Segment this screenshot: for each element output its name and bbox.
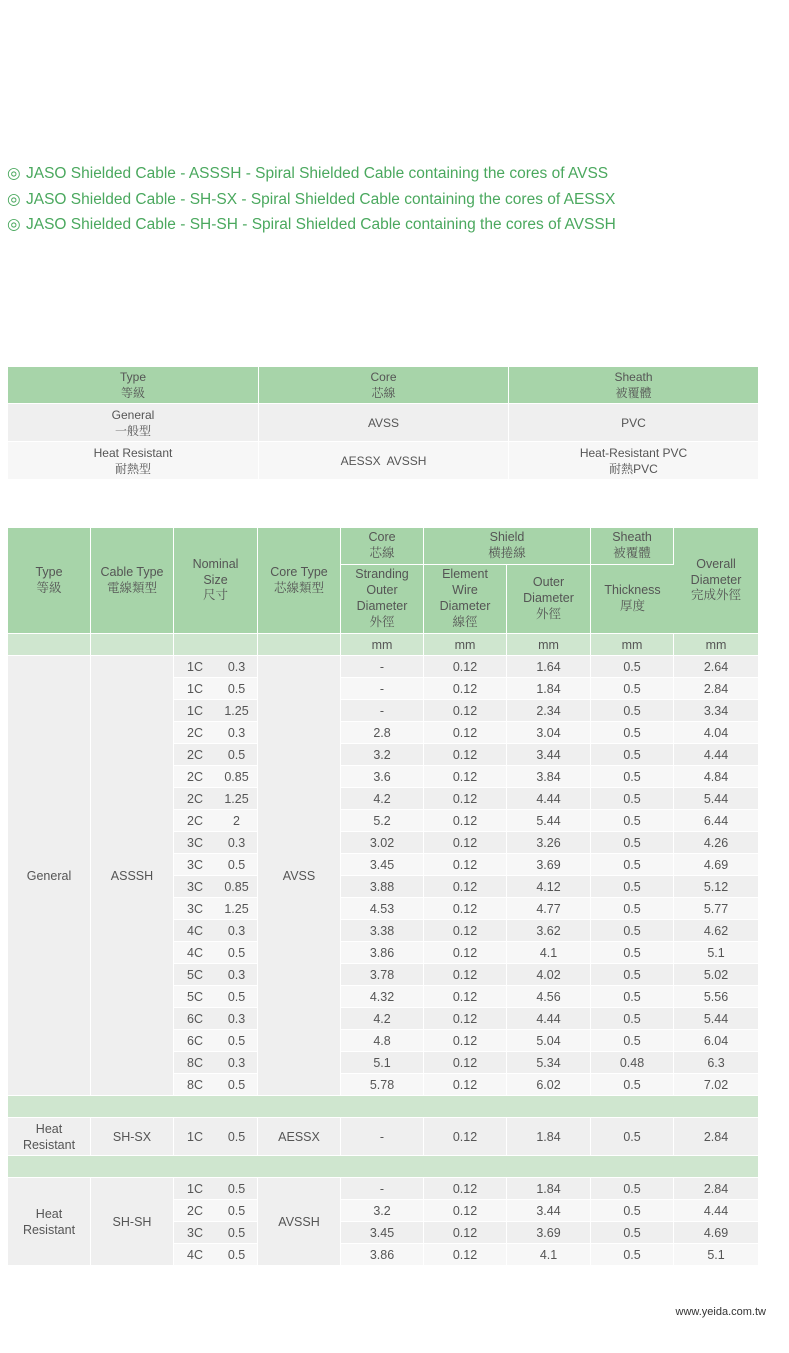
- element-wire-diameter-cell: 0.12: [424, 1178, 507, 1200]
- element-wire-diameter-cell: 0.12: [424, 1052, 507, 1074]
- sheath-thickness-cell: 0.5: [591, 810, 674, 832]
- element-wire-diameter-cell: 0.12: [424, 1222, 507, 1244]
- stranding-diameter-cell: -: [341, 1118, 424, 1156]
- units-row: [8, 634, 758, 656]
- overall-diameter-cell: 2.84: [674, 1178, 758, 1200]
- shield-outer-diameter-cell: 2.34: [507, 700, 591, 722]
- type-summary-table: [8, 367, 758, 480]
- element-wire-diameter-cell: 0.12: [424, 1200, 507, 1222]
- size-cell: 2: [216, 810, 258, 832]
- core-count-cell: 8C: [174, 1074, 216, 1096]
- size-cell: 0.5: [216, 1244, 258, 1266]
- header-cable-type: Cable Type 電線類型: [91, 528, 174, 634]
- shield-outer-diameter-cell: 6.02: [507, 1074, 591, 1096]
- core-count-cell: 8C: [174, 1052, 216, 1074]
- overall-diameter-cell: 2.84: [674, 1118, 758, 1156]
- size-cell: 0.3: [216, 920, 258, 942]
- sheath-thickness-cell: 0.5: [591, 1118, 674, 1156]
- stranding-diameter-cell: 3.6: [341, 766, 424, 788]
- shield-outer-diameter-cell: 4.02: [507, 964, 591, 986]
- type-general: General: [8, 656, 91, 1096]
- overall-diameter-cell: 4.26: [674, 832, 758, 854]
- sheath-thickness-cell: 0.5: [591, 788, 674, 810]
- sheath-thickness-cell: 0.5: [591, 700, 674, 722]
- type-heat-resistant: Heat Resistant: [8, 1178, 91, 1266]
- core-count-cell: 4C: [174, 1244, 216, 1266]
- element-wire-diameter-cell: 0.12: [424, 766, 507, 788]
- stranding-diameter-cell: -: [341, 1178, 424, 1200]
- core-count-cell: 3C: [174, 898, 216, 920]
- core-count-cell: 5C: [174, 964, 216, 986]
- stranding-diameter-cell: -: [341, 678, 424, 700]
- shield-outer-diameter-cell: 3.69: [507, 1222, 591, 1244]
- overall-diameter-cell: 4.44: [674, 744, 758, 766]
- overall-diameter-cell: 5.12: [674, 876, 758, 898]
- stranding-diameter-cell: 4.2: [341, 788, 424, 810]
- overall-diameter-cell: 5.1: [674, 942, 758, 964]
- stranding-diameter-cell: -: [341, 700, 424, 722]
- core-type-avssh: AVSSH: [258, 1178, 341, 1266]
- sheath-thickness-cell: 0.5: [591, 964, 674, 986]
- element-wire-diameter-cell: 0.12: [424, 656, 507, 678]
- sheath-thickness-cell: 0.5: [591, 1030, 674, 1052]
- shield-outer-diameter-cell: 4.77: [507, 898, 591, 920]
- stranding-diameter-cell: 3.2: [341, 744, 424, 766]
- shield-outer-diameter-cell: 5.34: [507, 1052, 591, 1074]
- sheath-thickness-cell: 0.5: [591, 986, 674, 1008]
- shield-outer-diameter-cell: 1.84: [507, 1178, 591, 1200]
- stranding-diameter-cell: 3.78: [341, 964, 424, 986]
- overall-diameter-cell: 2.84: [674, 678, 758, 700]
- core-count-cell: 6C: [174, 1008, 216, 1030]
- shield-outer-diameter-cell: 3.04: [507, 722, 591, 744]
- shield-outer-diameter-cell: 5.44: [507, 810, 591, 832]
- element-wire-diameter-cell: 0.12: [424, 986, 507, 1008]
- core-count-cell: 3C: [174, 854, 216, 876]
- double-circle-bullet-icon: ◎: [7, 165, 21, 182]
- overall-diameter-cell: 6.04: [674, 1030, 758, 1052]
- unit-cell: mm: [674, 634, 758, 656]
- core-count-cell: 3C: [174, 876, 216, 898]
- size-cell: 1.25: [216, 700, 258, 722]
- table-row: [8, 1178, 758, 1200]
- size-cell: 0.5: [216, 1222, 258, 1244]
- element-wire-diameter-cell: 0.12: [424, 920, 507, 942]
- table-row: General 一般型 AVSS PVC: [8, 404, 758, 442]
- overall-diameter-cell: 5.44: [674, 788, 758, 810]
- double-circle-bullet-icon: ◎: [7, 190, 21, 208]
- element-wire-diameter-cell: 0.12: [424, 722, 507, 744]
- overall-diameter-cell: 3.34: [674, 700, 758, 722]
- sheath-thickness-cell: 0.5: [591, 1244, 674, 1266]
- overall-diameter-cell: 4.62: [674, 920, 758, 942]
- shield-outer-diameter-cell: 1.84: [507, 1118, 591, 1156]
- size-cell: 0.5: [216, 1074, 258, 1096]
- shield-outer-diameter-cell: 4.56: [507, 986, 591, 1008]
- shield-outer-diameter-cell: 4.1: [507, 1244, 591, 1266]
- header-shield-outer-diameter: Outer Diameter 外徑: [507, 565, 591, 634]
- shield-outer-diameter-cell: 3.44: [507, 1200, 591, 1222]
- stranding-diameter-cell: 3.45: [341, 1222, 424, 1244]
- header-overall-diameter: Overall Diameter 完成外徑: [674, 528, 758, 634]
- element-wire-diameter-cell: 0.12: [424, 1008, 507, 1030]
- shield-outer-diameter-cell: 4.12: [507, 876, 591, 898]
- overall-diameter-cell: 7.02: [674, 1074, 758, 1096]
- size-cell: 1.25: [216, 788, 258, 810]
- stranding-diameter-cell: 3.45: [341, 854, 424, 876]
- element-wire-diameter-cell: 0.12: [424, 854, 507, 876]
- size-cell: 0.3: [216, 722, 258, 744]
- shield-outer-diameter-cell: 4.1: [507, 942, 591, 964]
- shield-outer-diameter-cell: 1.84: [507, 678, 591, 700]
- unit-cell: mm: [341, 634, 424, 656]
- core-count-cell: 4C: [174, 942, 216, 964]
- header-type: Type 等級: [8, 367, 259, 404]
- table-header-row: [8, 367, 758, 404]
- sheath-thickness-cell: 0.5: [591, 854, 674, 876]
- overall-diameter-cell: 4.69: [674, 1222, 758, 1244]
- core-count-cell: 2C: [174, 788, 216, 810]
- header-core: Core 芯線: [341, 528, 424, 565]
- header-element-wire-diameter: Element Wire Diameter 線徑: [424, 565, 507, 634]
- cable-type-assssh: ASSSH: [91, 656, 174, 1096]
- overall-diameter-cell: 5.44: [674, 1008, 758, 1030]
- core-count-cell: 2C: [174, 766, 216, 788]
- core-count-cell: 2C: [174, 810, 216, 832]
- overall-diameter-cell: 5.1: [674, 1244, 758, 1266]
- heading-sh-sh: ◎ JASO Shielded Cable - SH-SH - Spiral Shielded Cable containing the cores of AVSSH: [7, 214, 616, 240]
- stranding-diameter-cell: 3.2: [341, 1200, 424, 1222]
- overall-diameter-cell: 4.04: [674, 722, 758, 744]
- overall-diameter-cell: 4.69: [674, 854, 758, 876]
- element-wire-diameter-cell: 0.12: [424, 942, 507, 964]
- header-sheath: Sheath 被覆體: [591, 528, 674, 565]
- size-cell: 0.3: [216, 1052, 258, 1074]
- shield-outer-diameter-cell: 3.62: [507, 920, 591, 942]
- stranding-diameter-cell: 4.2: [341, 1008, 424, 1030]
- header-core-type: Core Type 芯線類型: [258, 528, 341, 634]
- stranding-diameter-cell: 5.2: [341, 810, 424, 832]
- header-type: Type 等級: [8, 528, 91, 634]
- element-wire-diameter-cell: 0.12: [424, 788, 507, 810]
- element-wire-diameter-cell: 0.12: [424, 744, 507, 766]
- sheath-thickness-cell: 0.48: [591, 1052, 674, 1074]
- sheath-thickness-cell: 0.5: [591, 656, 674, 678]
- core-count-cell: 1C: [174, 656, 216, 678]
- overall-diameter-cell: 5.02: [674, 964, 758, 986]
- element-wire-diameter-cell: 0.12: [424, 1244, 507, 1266]
- element-wire-diameter-cell: 0.12: [424, 1074, 507, 1096]
- sheath-thickness-cell: 0.5: [591, 1178, 674, 1200]
- overall-diameter-cell: 4.44: [674, 1200, 758, 1222]
- size-cell: 0.5: [216, 678, 258, 700]
- sheath-thickness-cell: 0.5: [591, 744, 674, 766]
- sheath-thickness-cell: 0.5: [591, 1222, 674, 1244]
- element-wire-diameter-cell: 0.12: [424, 832, 507, 854]
- unit-cell: mm: [507, 634, 591, 656]
- cable-type-sh-sh: SH-SH: [91, 1178, 174, 1266]
- stranding-diameter-cell: 3.88: [341, 876, 424, 898]
- size-cell: 0.3: [216, 656, 258, 678]
- shield-outer-diameter-cell: 3.44: [507, 744, 591, 766]
- unit-cell: mm: [424, 634, 507, 656]
- core-count-cell: 1C: [174, 700, 216, 722]
- element-wire-diameter-cell: 0.12: [424, 964, 507, 986]
- element-wire-diameter-cell: 0.12: [424, 700, 507, 722]
- core-count-cell: 2C: [174, 1200, 216, 1222]
- header-nominal-size: Nominal Size 尺寸: [174, 528, 258, 634]
- separator-row: [8, 1156, 758, 1178]
- core-type-aessx: AESSX: [258, 1118, 341, 1156]
- element-wire-diameter-cell: 0.12: [424, 678, 507, 700]
- website-footer: www.yeida.com.tw: [675, 1306, 766, 1318]
- sheath-thickness-cell: 0.5: [591, 722, 674, 744]
- header-stranding-outer-diameter: Stranding Outer Diameter 外徑: [341, 565, 424, 634]
- core-count-cell: 1C: [174, 1178, 216, 1200]
- shield-outer-diameter-cell: 4.44: [507, 788, 591, 810]
- heading-sh-sx: ◎ JASO Shielded Cable - SH-SX - Spiral Shielded Cable containing the cores of AESSX: [7, 189, 616, 215]
- size-cell: 0.3: [216, 964, 258, 986]
- sheath-thickness-cell: 0.5: [591, 942, 674, 964]
- stranding-diameter-cell: 5.1: [341, 1052, 424, 1074]
- overall-diameter-cell: 2.64: [674, 656, 758, 678]
- core-count-cell: 1C: [174, 678, 216, 700]
- core-type-avss: AVSS: [258, 656, 341, 1096]
- overall-diameter-cell: 6.3: [674, 1052, 758, 1074]
- size-cell: 0.85: [216, 876, 258, 898]
- unit-cell: mm: [591, 634, 674, 656]
- sheath-thickness-cell: 0.5: [591, 1074, 674, 1096]
- sheath-thickness-cell: 0.5: [591, 766, 674, 788]
- stranding-diameter-cell: 3.86: [341, 942, 424, 964]
- size-cell: 0.5: [216, 854, 258, 876]
- stranding-diameter-cell: 3.38: [341, 920, 424, 942]
- stranding-diameter-cell: 4.8: [341, 1030, 424, 1052]
- table-row: [8, 1118, 758, 1156]
- core-count-cell: 4C: [174, 920, 216, 942]
- stranding-diameter-cell: 3.02: [341, 832, 424, 854]
- size-cell: 0.5: [216, 986, 258, 1008]
- element-wire-diameter-cell: 0.12: [424, 810, 507, 832]
- header-thickness: Thickness 厚度: [591, 565, 674, 634]
- shield-outer-diameter-cell: 5.04: [507, 1030, 591, 1052]
- size-cell: 0.5: [216, 744, 258, 766]
- overall-diameter-cell: 5.77: [674, 898, 758, 920]
- header-shield: Shield 横捲線: [424, 528, 591, 565]
- overall-diameter-cell: 4.84: [674, 766, 758, 788]
- shield-outer-diameter-cell: 3.69: [507, 854, 591, 876]
- type-heat-resistant: Heat Resistant: [8, 1118, 91, 1156]
- sheath-thickness-cell: 0.5: [591, 832, 674, 854]
- table-header-row: [8, 528, 758, 565]
- shield-outer-diameter-cell: 1.64: [507, 656, 591, 678]
- double-circle-bullet-icon: ◎: [7, 216, 21, 234]
- stranding-diameter-cell: 4.32: [341, 986, 424, 1008]
- stranding-diameter-cell: 5.78: [341, 1074, 424, 1096]
- element-wire-diameter-cell: 0.12: [424, 1030, 507, 1052]
- sheath-thickness-cell: 0.5: [591, 1008, 674, 1030]
- core-count-cell: 3C: [174, 832, 216, 854]
- size-cell: 1.25: [216, 898, 258, 920]
- header-sheath: Sheath 被覆體: [509, 367, 758, 404]
- stranding-diameter-cell: 2.8: [341, 722, 424, 744]
- size-cell: 0.5: [216, 1200, 258, 1222]
- heading-assssh: ◎ JASO Shielded Cable - ASSSH - Spiral Shielded Cable containing the cores of AVSS: [7, 163, 616, 189]
- size-cell: 0.5: [216, 1178, 258, 1200]
- size-cell: 0.85: [216, 766, 258, 788]
- element-wire-diameter-cell: 0.12: [424, 1118, 507, 1156]
- sheath-thickness-cell: 0.5: [591, 898, 674, 920]
- element-wire-diameter-cell: 0.12: [424, 898, 507, 920]
- cable-spec-table: [8, 528, 758, 1266]
- shield-outer-diameter-cell: 4.44: [507, 1008, 591, 1030]
- size-cell: 0.5: [216, 1118, 258, 1156]
- table-row: [8, 656, 758, 678]
- core-count-cell: 2C: [174, 744, 216, 766]
- table-row: Heat Resistant 耐熱型 AESSX AVSSH Heat-Resistant PVC 耐熱PVC: [8, 442, 758, 480]
- sheath-thickness-cell: 0.5: [591, 920, 674, 942]
- overall-diameter-cell: 6.44: [674, 810, 758, 832]
- section-headings: [7, 163, 616, 240]
- element-wire-diameter-cell: 0.12: [424, 876, 507, 898]
- core-count-cell: 6C: [174, 1030, 216, 1052]
- core-count-cell: 5C: [174, 986, 216, 1008]
- overall-diameter-cell: 5.56: [674, 986, 758, 1008]
- size-cell: 0.3: [216, 832, 258, 854]
- core-count-cell: 2C: [174, 722, 216, 744]
- sheath-thickness-cell: 0.5: [591, 1200, 674, 1222]
- sheath-thickness-cell: 0.5: [591, 678, 674, 700]
- size-cell: 0.5: [216, 942, 258, 964]
- stranding-diameter-cell: 4.53: [341, 898, 424, 920]
- size-cell: 0.5: [216, 1030, 258, 1052]
- cable-type-sh-sx: SH-SX: [91, 1118, 174, 1156]
- shield-outer-diameter-cell: 3.84: [507, 766, 591, 788]
- size-cell: 0.3: [216, 1008, 258, 1030]
- separator-row: [8, 1096, 758, 1118]
- core-count-cell: 1C: [174, 1118, 216, 1156]
- sheath-thickness-cell: 0.5: [591, 876, 674, 898]
- core-count-cell: 3C: [174, 1222, 216, 1244]
- shield-outer-diameter-cell: 3.26: [507, 832, 591, 854]
- stranding-diameter-cell: -: [341, 656, 424, 678]
- stranding-diameter-cell: 3.86: [341, 1244, 424, 1266]
- header-core: Core 芯線: [259, 367, 509, 404]
